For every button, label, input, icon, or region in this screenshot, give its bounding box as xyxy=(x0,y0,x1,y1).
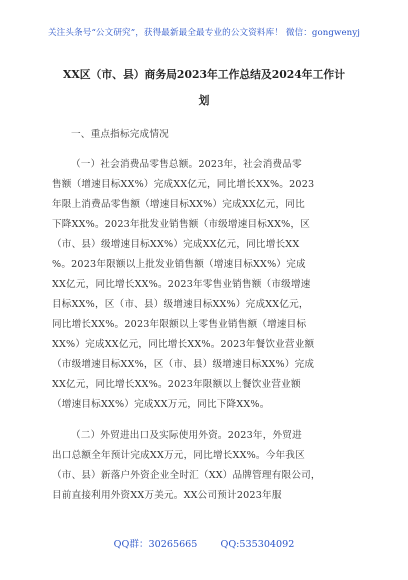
paragraph-line: XX亿元，同比增长XX%。2023年零售业销售额（市级增速 xyxy=(52,279,311,290)
promo-banner: 关注头条号“公文研究”，获得最新最全最专业的公文资料库！ 微信：gongwenyj xyxy=(47,28,361,38)
paragraph-line: 目前直接利用外资XX万美元。XX公司预计2023年服 xyxy=(52,490,282,501)
footer-contact xyxy=(0,536,408,550)
paragraph-line: 同比增长XX%。2023年限额以上零售业销售额（增速目标 xyxy=(52,319,307,330)
section-heading: 一、重点指标完成情况 xyxy=(71,129,169,140)
paragraph-line: （市、县）新落户外资企业全时汇（XX）品牌管理有限公司， xyxy=(52,470,321,481)
paragraph-line: （增速目标XX%）完成XX万元，同比下降XX%。 xyxy=(52,399,270,410)
paragraph-line: XX亿元，同比增长XX%。2023年限额以上餐饮业营业额 xyxy=(52,379,301,390)
document-title-line-2: 划 xyxy=(198,94,210,107)
paragraph-line: （二）外贸进出口及实际使用外资。2023年，外贸进 xyxy=(71,430,302,441)
footer-qq-number: QQ:535304092 xyxy=(220,539,295,550)
paragraph-line: XX%）完成XX亿元，同比增长XX%。2023年餐饮业营业额 xyxy=(52,339,315,350)
paragraph-line: （一）社会消费品零售总额。2023年，社会消费品零 xyxy=(71,159,302,170)
paragraph-line: %。2023年限额以上批发业销售额（增速目标XX%）完成 xyxy=(52,259,306,270)
footer-qq-group: QQ群：30265665 xyxy=(113,539,198,550)
document-title-line-1: XX区（市、县）商务局2023年工作总结及2024年工作计 xyxy=(63,68,345,81)
paragraph-line: （市、县）级增速目标XX%）完成XX亿元，同比增长XX xyxy=(52,239,300,250)
paragraph-line: （市级增速目标XX%，区（市、县）级增速目标XX%）完成 xyxy=(52,359,315,370)
paragraph-line: 目标XX%，区（市、县）级增速目标XX%）完成XX亿元， xyxy=(52,299,309,310)
paragraph-line: 下降XX%。2023年批发业销售额（市级增速目标XX%，区 xyxy=(52,219,311,230)
paragraph-line: 售额（增速目标XX%）完成XX亿元，同比增长XX%。2023 xyxy=(52,179,315,190)
paragraph-line: 出口总额全年预计完成XX万元，同比增长XX%。今年我区 xyxy=(52,450,305,461)
paragraph-line: 年限上消费品零售额（增速目标XX%）完成XX亿元，同比 xyxy=(52,199,305,210)
